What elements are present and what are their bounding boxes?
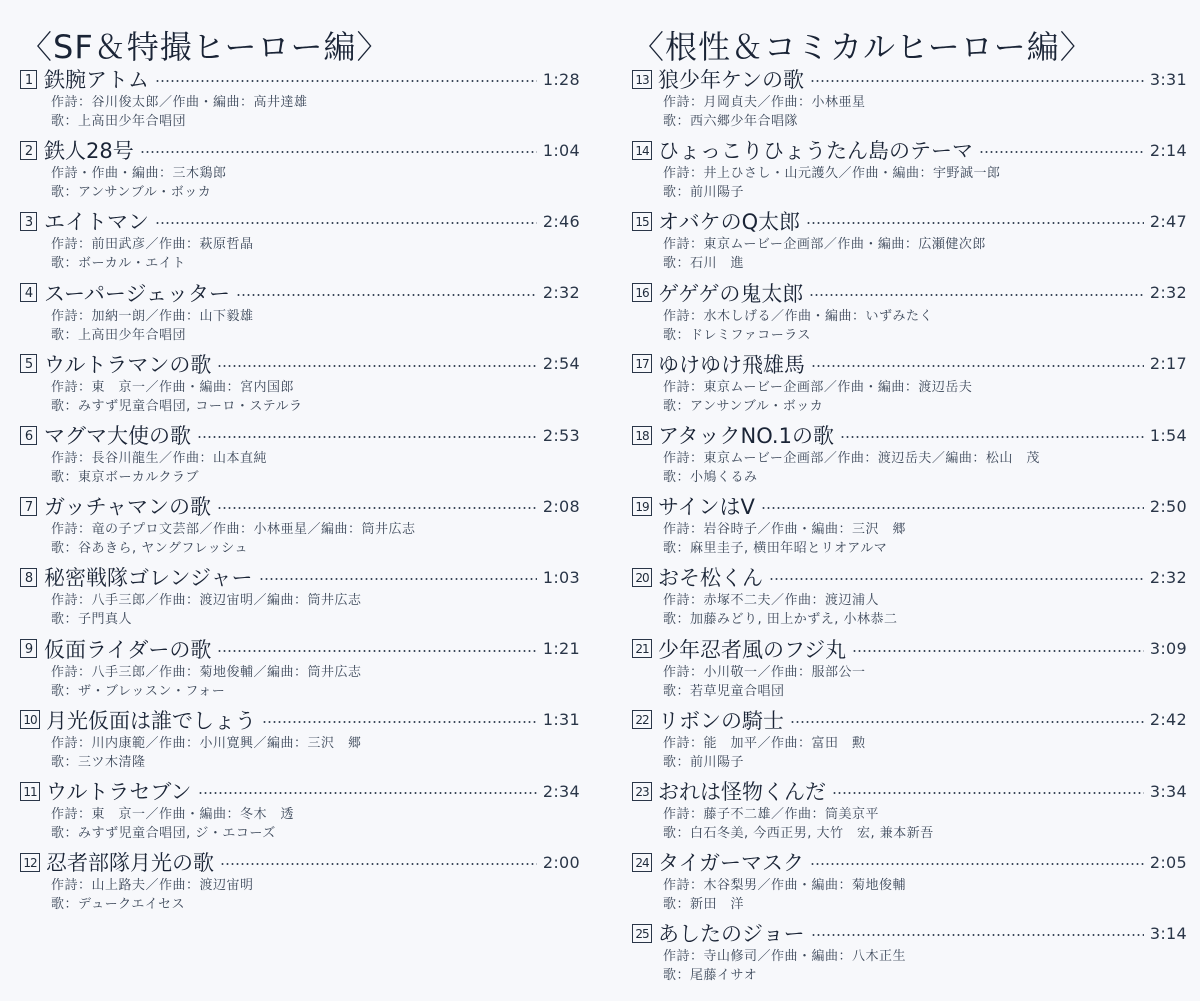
track-singer: 歌：新田 洋	[663, 897, 745, 913]
track-credits: 作詩：東京ムービー企画部／作曲・編曲：広瀬健次郎	[663, 237, 986, 253]
track-credits: 作詩・作曲・編曲：三木鶏郎	[51, 166, 227, 182]
track-credits: 作詩：寺山修司／作曲・編曲：八木正生	[663, 949, 907, 965]
track-number-box: 2	[20, 141, 37, 160]
dot-leader	[806, 222, 1144, 224]
track-number-box: 1	[20, 70, 37, 89]
track-duration: 2:14	[1149, 140, 1187, 160]
dot-leader	[810, 80, 1144, 82]
track-line	[632, 919, 1187, 947]
track-credits: 作詩：山上路夫／作曲：渡辺宙明	[51, 878, 254, 894]
track-singer: 歌：アンサンブル・ボッカ	[51, 185, 212, 201]
track-singer: 歌：みすず児童合唱団, ジ・エコーズ	[51, 826, 276, 841]
track-entry	[632, 777, 1187, 847]
track-duration: 3:14	[1149, 923, 1187, 943]
track-number-box: 20	[632, 568, 652, 587]
dot-leader	[811, 934, 1144, 936]
track-duration: 1:04	[542, 140, 580, 160]
track-credits: 作詩：加納一朗／作曲：山下毅雄	[51, 308, 254, 324]
track-duration: 2:54	[542, 354, 580, 374]
track-credits: 作詩：月岡貞夫／作曲：小林亜星	[663, 95, 866, 110]
track-title: オバケのQ太郎	[658, 210, 801, 235]
track-singer: 歌：小鳩くるみ	[663, 470, 758, 485]
track-entry	[20, 421, 580, 491]
track-singer: 歌：尾藤イサオ	[663, 968, 758, 984]
track-entry	[20, 848, 580, 918]
track-duration: 2:17	[1149, 354, 1187, 374]
track-number-box: 19	[632, 497, 652, 516]
track-title: 鉄腕アトム	[44, 68, 149, 92]
track-duration: 2:32	[1149, 283, 1187, 303]
track-entry	[20, 706, 580, 776]
track-singer: 歌：アンサンブル・ボッカ	[663, 398, 824, 414]
track-title: あしたのジョー	[658, 922, 805, 947]
track-credits: 作詩：東京ムービー企画部／作曲：渡辺岳夫／編曲：松山 茂	[663, 451, 1040, 466]
dot-leader	[840, 436, 1144, 438]
dot-leader	[761, 507, 1144, 509]
track-singer: 歌：みすず児童合唱団, コーロ・ステルラ	[51, 398, 303, 414]
track-credits: 作詩：長谷川龍生／作曲：山本直純	[51, 451, 268, 466]
dot-leader	[832, 792, 1144, 794]
track-line	[632, 563, 1187, 591]
track-entry	[632, 848, 1187, 918]
track-title: リボンの騎士	[658, 708, 784, 733]
track-singer: 歌：東京ボーカルクラブ	[51, 470, 199, 485]
track-entry	[632, 492, 1187, 562]
track-line	[20, 207, 580, 235]
track-entry	[20, 65, 580, 135]
track-duration: 2:34	[542, 781, 580, 801]
track-line	[632, 635, 1187, 663]
track-credits: 作詩：藤子不二雄／作曲：筒美京平	[663, 807, 880, 822]
track-line	[20, 848, 580, 876]
track-number-box: 24	[632, 853, 652, 872]
track-credits: 作詩：赤塚不二夫／作曲：渡辺浦人	[663, 593, 880, 609]
track-number-box: 6	[20, 426, 37, 445]
dot-leader	[155, 222, 537, 224]
track-number-box: 18	[632, 426, 652, 445]
track-number-box: 25	[632, 924, 652, 943]
track-title: 鉄人28号	[44, 139, 134, 164]
track-duration: 2:46	[542, 211, 580, 231]
track-title: 少年忍者風のフジ丸	[658, 637, 847, 662]
track-credits: 作詩：井上ひさし・山元護久／作曲・編曲：宇野誠一郎	[663, 166, 1001, 182]
track-credits: 作詩：岩谷時子／作曲・編曲：三沢 郷	[663, 522, 907, 538]
track-credits: 作詩：八手三郎／作曲：菊地俊輔／編曲：筒井広志	[51, 664, 362, 680]
track-credits: 作詩：谷川俊太郎／作曲・編曲：高井達雄	[51, 95, 308, 110]
dot-leader	[259, 578, 537, 580]
track-line	[20, 350, 580, 378]
track-duration: 3:09	[1149, 639, 1187, 659]
dot-leader	[198, 792, 537, 794]
track-number-box: 8	[20, 568, 37, 587]
track-entry	[20, 207, 580, 277]
track-singer: 歌：若草児童合唱団	[663, 683, 785, 699]
track-line	[632, 706, 1187, 734]
track-number-box: 11	[20, 782, 40, 801]
track-title: エイトマン	[44, 210, 149, 235]
dot-leader	[140, 151, 537, 153]
track-number-box: 12	[20, 853, 40, 872]
track-duration: 2:00	[542, 852, 580, 872]
track-line	[632, 848, 1187, 876]
track-singer: 歌：ボーカル・エイト	[51, 256, 186, 272]
track-title: 秘密戦隊ゴレンジャー	[44, 566, 253, 591]
track-title: ウルトラセブン	[46, 780, 192, 804]
track-credits: 作詩：木谷梨男／作曲・編曲：菊地俊輔	[663, 878, 907, 894]
track-entry	[632, 421, 1187, 491]
track-number-box: 21	[632, 639, 652, 658]
track-number-box: 10	[20, 710, 40, 729]
track-title: 仮面ライダーの歌	[44, 637, 212, 662]
track-entry	[20, 279, 580, 349]
track-line	[632, 350, 1187, 378]
track-entry	[20, 492, 580, 562]
dot-leader	[155, 80, 537, 82]
track-title: おれは怪物くんだ	[658, 780, 826, 804]
track-line	[632, 136, 1187, 164]
dot-leader	[979, 151, 1144, 153]
track-entry	[632, 65, 1187, 135]
track-number-box: 17	[632, 354, 652, 373]
track-duration: 1:03	[542, 567, 580, 587]
track-singer: 歌：加藤みどり, 田上かずえ, 小林恭二	[663, 612, 898, 628]
track-title: タイガーマスク	[658, 851, 804, 876]
track-entry	[632, 706, 1187, 776]
track-entry	[632, 279, 1187, 349]
dot-leader	[262, 721, 537, 723]
track-credits: 作詩：前田武彦／作曲：萩原哲晶	[51, 237, 254, 253]
track-entry	[632, 136, 1187, 206]
dot-leader	[197, 436, 537, 438]
track-entry	[632, 635, 1187, 705]
track-line	[20, 279, 580, 307]
track-entry	[20, 777, 580, 847]
track-number-box: 13	[632, 70, 652, 89]
track-duration: 2:32	[1149, 567, 1187, 587]
track-duration: 1:28	[542, 69, 580, 89]
track-title: ウルトラマンの歌	[44, 352, 212, 377]
track-number-box: 9	[20, 639, 37, 658]
dot-leader	[217, 365, 536, 367]
track-number-box: 5	[20, 354, 37, 373]
track-line	[20, 777, 580, 805]
dot-leader	[810, 863, 1144, 865]
track-credits: 作詩：能 加平／作曲：富田 勲	[663, 735, 866, 751]
section-title: 〈SF＆特撮ヒーロー編〉	[20, 28, 390, 66]
track-line	[20, 136, 580, 164]
track-duration: 3:31	[1149, 69, 1187, 89]
track-line	[632, 777, 1187, 805]
track-line	[632, 207, 1187, 235]
track-duration: 2:05	[1149, 852, 1187, 872]
track-singer: 歌：上高田少年合唱団	[51, 114, 187, 129]
track-number-box: 23	[632, 782, 652, 801]
track-credits: 作詩：竜の子プロ文芸部／作曲：小林亜星／編曲：筒井広志	[51, 522, 416, 538]
track-singer: 歌：ザ・ブレッスン・フォー	[51, 683, 226, 699]
track-title: ゆけゆけ飛雄馬	[658, 352, 805, 377]
track-singer: 歌：白石冬美, 今西正男, 大竹 宏, 兼本新吾	[663, 826, 934, 841]
track-duration: 3:34	[1149, 781, 1187, 801]
track-singer: 歌：前川陽子	[663, 754, 745, 770]
track-line	[632, 279, 1187, 307]
track-entry	[632, 207, 1187, 277]
track-line	[632, 492, 1187, 520]
track-entry	[632, 563, 1187, 633]
track-number-box: 22	[632, 710, 652, 729]
track-singer: 歌：麻里圭子, 横田年昭とリオアルマ	[663, 541, 888, 557]
track-credits: 作詩：水木しげる／作曲・編曲：いずみたく	[663, 308, 934, 324]
dot-leader	[809, 294, 1144, 296]
track-credits: 作詩：東京ムービー企画部／作曲・編曲：渡辺岳夫	[663, 379, 973, 395]
track-credits: 作詩：川内康範／作曲：小川寛興／編曲：三沢 郷	[51, 735, 362, 751]
track-duration: 2:08	[542, 496, 580, 516]
track-credits: 作詩：八手三郎／作曲：渡辺宙明／編曲：筒井広志	[51, 593, 362, 609]
track-singer: 歌：三ツ木清隆	[51, 754, 146, 770]
track-entry	[20, 563, 580, 633]
track-title: おそ松くん	[658, 566, 763, 591]
dot-leader	[852, 650, 1144, 652]
track-singer: 歌：前川陽子	[663, 185, 745, 201]
track-entry	[20, 136, 580, 206]
dot-leader	[790, 721, 1144, 723]
track-line	[20, 421, 580, 449]
track-credits: 作詩：東 京一／作曲・編曲：冬木 透	[51, 807, 295, 822]
track-line	[20, 65, 580, 93]
track-line	[632, 65, 1187, 93]
track-duration: 2:53	[542, 425, 580, 445]
track-title: スーパージェッター	[44, 281, 231, 306]
track-line	[20, 492, 580, 520]
track-entry	[632, 350, 1187, 420]
track-number-box: 3	[20, 212, 37, 231]
track-duration: 2:42	[1149, 710, 1187, 730]
track-line	[20, 706, 580, 734]
track-singer: 歌：ドレミファコーラス	[663, 327, 811, 343]
track-entry	[20, 635, 580, 705]
track-duration: 2:47	[1149, 211, 1187, 231]
track-credits: 作詩：小川敬一／作曲：服部公一	[663, 664, 866, 680]
track-singer: 歌：石川 進	[663, 256, 745, 272]
track-duration: 1:54	[1149, 425, 1187, 445]
track-number-box: 4	[20, 283, 37, 302]
track-entry	[632, 919, 1187, 989]
track-number-box: 7	[20, 497, 37, 516]
track-duration: 2:32	[542, 283, 580, 303]
track-singer: 歌：西六郷少年合唱隊	[663, 114, 799, 129]
track-credits: 作詩：東 京一／作曲・編曲：宮内国郎	[51, 379, 295, 395]
track-line	[632, 421, 1187, 449]
track-duration: 1:21	[542, 639, 580, 659]
track-title: サインはV	[658, 495, 755, 520]
dot-leader	[220, 863, 537, 865]
track-title: 月光仮面は誰でしょう	[46, 708, 256, 733]
track-title: マグマ大使の歌	[44, 424, 191, 448]
track-duration: 2:50	[1149, 496, 1187, 516]
track-singer: 歌：子門真人	[51, 612, 133, 628]
dot-leader	[217, 650, 536, 652]
track-singer: 歌：上高田少年合唱団	[51, 327, 187, 343]
dot-leader	[811, 365, 1144, 367]
track-number-box: 14	[632, 141, 652, 160]
track-line	[20, 635, 580, 663]
track-title: ガッチャマンの歌	[44, 495, 211, 520]
dot-leader	[217, 507, 537, 509]
dot-leader	[236, 294, 537, 296]
track-title: 忍者部隊月光の歌	[46, 851, 214, 876]
section-title: 〈根性＆コミカルヒーロー編〉	[632, 28, 1093, 66]
track-singer: 歌：谷あきら, ヤングフレッシュ	[51, 541, 248, 557]
track-title: ひょっこりひょうたん島のテーマ	[658, 139, 973, 164]
track-duration: 1:31	[542, 710, 580, 730]
track-entry	[20, 350, 580, 420]
track-title: ゲゲゲの鬼太郎	[658, 281, 804, 306]
track-title: 狼少年ケンの歌	[658, 68, 804, 92]
track-title: アタックNO.1の歌	[658, 424, 834, 448]
track-singer: 歌：デュークエイセス	[51, 897, 185, 913]
track-number-box: 15	[632, 212, 652, 231]
dot-leader	[769, 578, 1144, 580]
track-line	[20, 563, 580, 591]
track-number-box: 16	[632, 283, 652, 302]
